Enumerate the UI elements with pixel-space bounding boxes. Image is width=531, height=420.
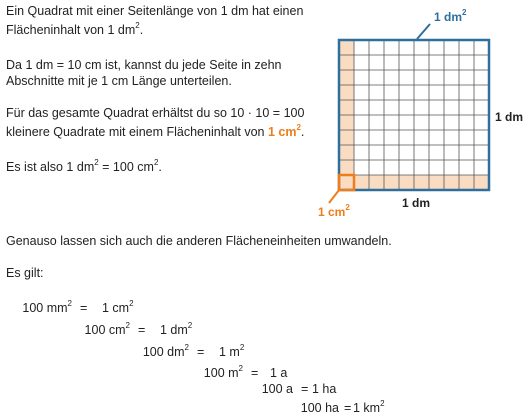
highlight-unit-text: 1 cm — [267, 125, 297, 139]
paragraph-division-line1: Da 1 dm = 10 cm ist, kannst du jede Seite in zehn — [6, 58, 282, 72]
equation-rhs-text: 1 m — [219, 345, 240, 359]
equation-rhs-text: 1 dm — [160, 323, 188, 337]
superscript: 2 — [67, 299, 72, 308]
superscript: 2 — [239, 343, 245, 352]
equals-sign: = — [301, 382, 309, 396]
superscript: 2 — [462, 8, 467, 17]
superscript: 2 — [345, 203, 350, 212]
equation-lhs — [262, 380, 293, 398]
equation-lhs-text: 100 ha — [300, 401, 339, 415]
superscript: 2 — [135, 21, 140, 30]
intro-text: Flächeninhalt von 1 dm — [6, 23, 136, 37]
superscript: 2 — [296, 123, 301, 132]
superscript: 2 — [380, 399, 385, 408]
label-top-text: 1 dm — [434, 10, 463, 24]
equation-lhs — [22, 299, 72, 317]
equals-sign: = — [251, 366, 259, 380]
conclusion-text-1: Es ist also 1 dm — [6, 160, 95, 174]
superscript: 2 — [238, 364, 243, 373]
equation-lhs — [143, 343, 189, 361]
superscript: 2 — [184, 343, 189, 352]
superscript: 2 — [125, 321, 130, 330]
paragraph-intro-line1: Ein Quadrat mit einer Seitenlänge von 1 dm hat einen — [6, 4, 304, 18]
equation-rhs-text: 1 ha — [312, 382, 337, 396]
equation-rhs-text: 1 cm — [102, 301, 130, 315]
period: . — [158, 160, 162, 174]
superscript: 2 — [94, 158, 99, 167]
equation-rhs-text: 1 a — [270, 366, 288, 380]
equation-lhs-text: 100 m — [203, 366, 239, 380]
label-small-cm2 — [318, 205, 350, 219]
grid-group — [329, 24, 489, 203]
count-text: kleinere Quadrate mit einem Flächeninhalt von — [6, 125, 268, 139]
equation-lhs-text: 100 a — [261, 382, 293, 396]
equation-rhs — [160, 321, 192, 339]
equation-rhs-text: 1 km — [353, 401, 381, 415]
equation-rhs — [312, 380, 336, 398]
equals-sign: = — [80, 301, 88, 315]
equation-rhs — [102, 299, 134, 317]
paragraph-other-units: Genauso lassen sich auch die anderen Flächeneinheiten umwandeln. — [6, 234, 392, 248]
equation-lhs — [85, 321, 130, 339]
period: . — [300, 125, 305, 139]
period: . — [139, 23, 144, 37]
equation-lhs-text: 100 dm — [142, 345, 185, 359]
equation-lhs — [301, 399, 339, 417]
label-bottom-dm: 1 dm — [402, 196, 431, 210]
pointer-line-dm2 — [417, 24, 430, 39]
label-right-dm: 1 dm — [495, 110, 524, 124]
equation-lhs-text: 100 mm — [22, 301, 68, 315]
conclusion-text-2: = 100 cm — [98, 160, 154, 174]
label-top-dm2 — [434, 10, 466, 24]
label-small-text: 1 cm — [318, 205, 346, 219]
equation-rhs — [219, 343, 244, 361]
equals-sign: = — [344, 401, 352, 415]
equation-rhs — [353, 399, 385, 417]
paragraph-count-line1: Für das gesamte Quadrat erhältst du so 10 · 10 = 100 — [6, 106, 305, 120]
equals-sign: = — [197, 345, 205, 359]
equation-lhs — [204, 364, 243, 382]
paragraph-es-gilt: Es gilt: — [6, 266, 44, 280]
superscript: 2 — [129, 299, 134, 308]
equals-sign: = — [138, 323, 146, 337]
superscript: 2 — [187, 321, 193, 330]
paragraph-division-line2: Abschnitte mit je 1 cm Länge unterteilen. — [6, 74, 232, 88]
equation-lhs-text: 100 cm — [84, 323, 126, 337]
pointer-line-cm2 — [329, 190, 339, 203]
superscript: 2 — [153, 158, 159, 167]
